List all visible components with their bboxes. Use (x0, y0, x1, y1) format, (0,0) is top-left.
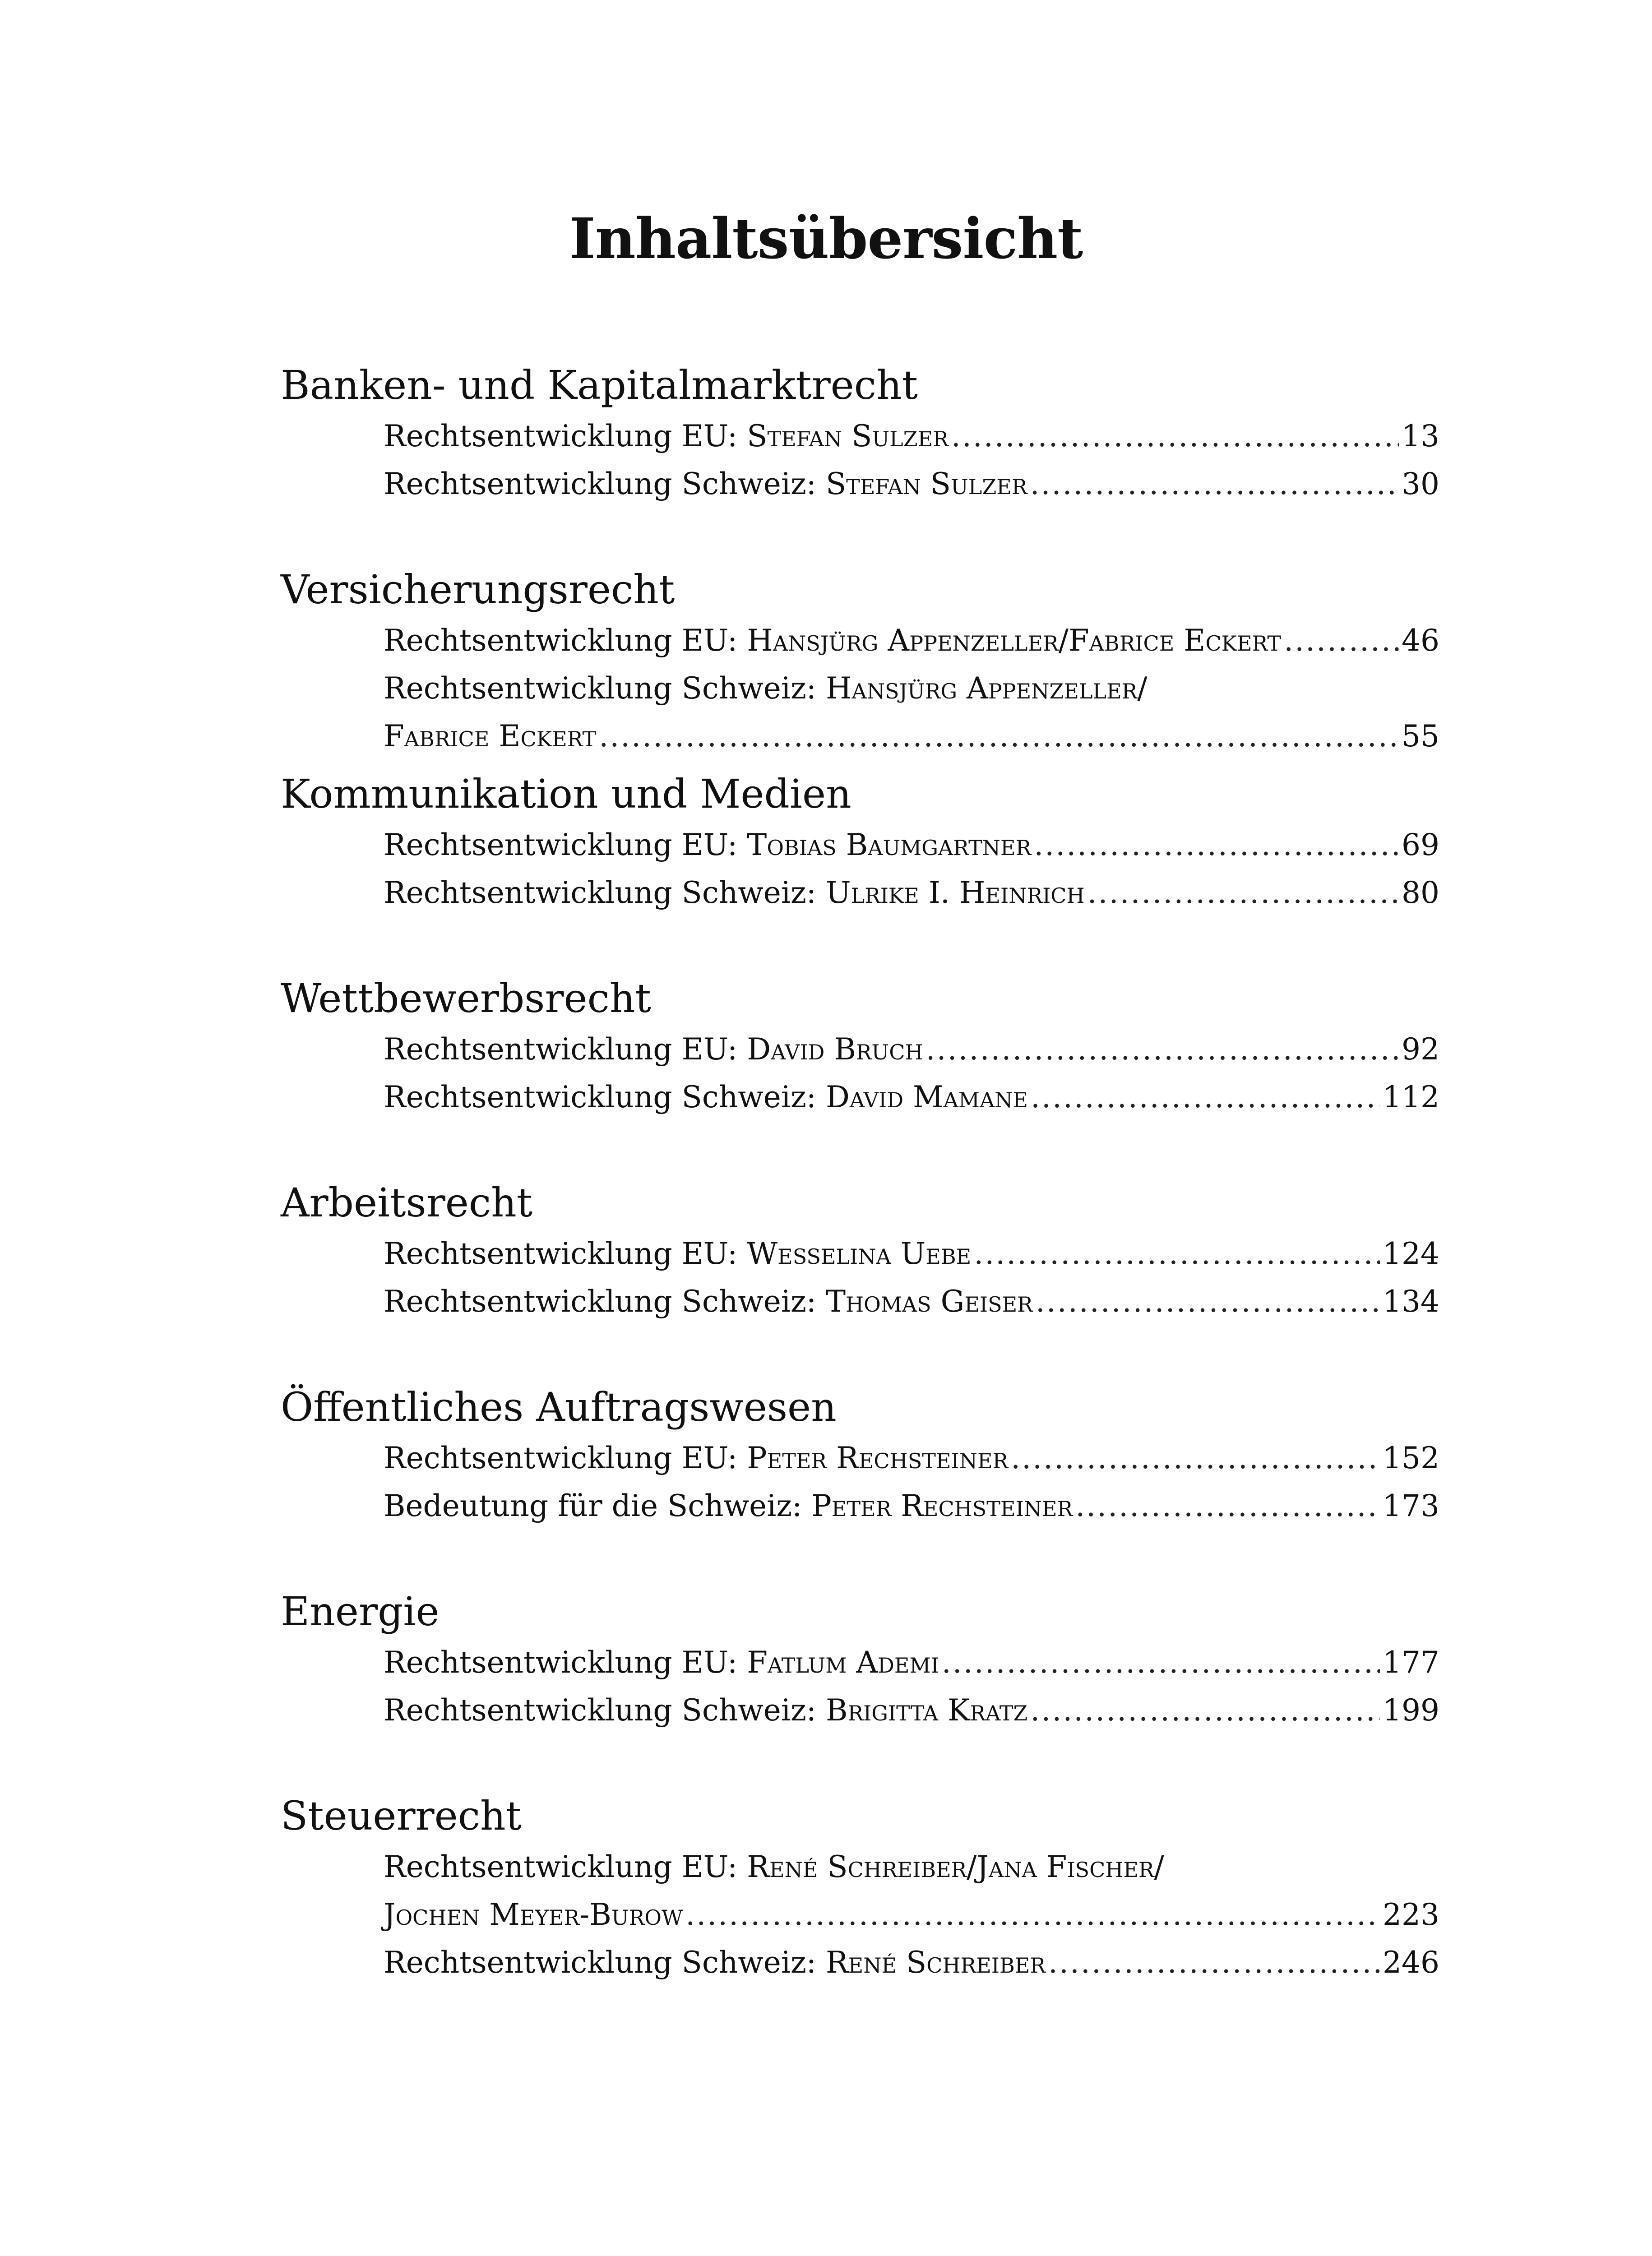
dot-leader (974, 1230, 1380, 1278)
toc-section (281, 975, 1439, 1183)
entry-page-number: 173 (1383, 1489, 1439, 1523)
entry-author: David Mamane (825, 1080, 1028, 1114)
dot-leader (1087, 869, 1399, 917)
entry-page-number: 13 (1402, 419, 1439, 453)
toc-entry[interactable] (384, 1639, 1439, 1687)
entry-label: Rechtsentwicklung EU: (384, 1849, 738, 1884)
toc-section (281, 1384, 1439, 1592)
dot-leader (926, 1026, 1399, 1073)
toc-entry[interactable] (384, 1482, 1439, 1530)
section-heading: Wettbewerbsrecht (281, 975, 651, 1022)
entry-label: Rechtsentwicklung EU: (384, 1441, 738, 1475)
entry-label: Rechtsentwicklung Schweiz: (384, 875, 816, 910)
toc-entry[interactable] (384, 665, 1439, 712)
toc-entry[interactable] (384, 1434, 1439, 1482)
dot-leader (951, 412, 1399, 460)
toc-section (281, 566, 1439, 774)
dot-leader (1034, 821, 1399, 869)
entry-page-number: 30 (1402, 467, 1439, 501)
dot-leader (1284, 617, 1399, 665)
entry-label: Rechtsentwicklung EU: (384, 1645, 738, 1680)
entry-author: Hansjürg Appenzeller/Fabrice Eckert (747, 623, 1282, 658)
entry-page-number: 124 (1383, 1236, 1439, 1271)
entry-page-number: 246 (1383, 1945, 1439, 1980)
toc-section (281, 1588, 1439, 1796)
entry-author: Tobias Baumgartner (747, 828, 1032, 862)
entry-author-continued: Jochen Meyer-Burow (384, 1897, 683, 1932)
toc-entry[interactable] (384, 1939, 1439, 1987)
entry-label: Rechtsentwicklung EU: (384, 828, 738, 862)
entry-page-number: 92 (1402, 1032, 1439, 1067)
dot-leader (1030, 460, 1399, 508)
entry-author: Wesselina Uebe (747, 1236, 972, 1271)
entry-author: Stefan Sulzer (825, 467, 1027, 501)
entry-label: Rechtsentwicklung EU: (384, 1236, 738, 1271)
toc-entry[interactable] (384, 1230, 1439, 1278)
section-heading: Arbeitsrecht (281, 1179, 533, 1226)
entry-author: Hansjürg Appenzeller/ (825, 671, 1148, 706)
toc-entry[interactable] (384, 869, 1439, 917)
toc-entry[interactable] (384, 1278, 1439, 1326)
toc-entry-continuation[interactable] (384, 1891, 1439, 1939)
entry-author: Thomas Geiser (825, 1284, 1033, 1319)
entry-page-number: 223 (1383, 1897, 1439, 1932)
toc-entry[interactable] (384, 821, 1439, 869)
entry-author: Fatlum Ademi (747, 1645, 939, 1680)
entry-page-number: 69 (1402, 828, 1439, 862)
page-title: Inhaltsübersicht (569, 206, 1083, 272)
toc-entry[interactable] (384, 1687, 1439, 1734)
entry-author: David Bruch (747, 1032, 923, 1067)
toc-entry[interactable] (384, 1026, 1439, 1073)
section-heading: Energie (281, 1588, 440, 1635)
entry-author: Peter Rechsteiner (811, 1489, 1073, 1523)
entry-page-number: 112 (1383, 1080, 1439, 1114)
entry-page-number: 134 (1383, 1284, 1439, 1319)
dot-leader (942, 1639, 1380, 1687)
section-heading: Öffentliches Auftragswesen (281, 1384, 837, 1430)
toc-entry[interactable] (384, 617, 1439, 665)
entry-label: Rechtsentwicklung Schweiz: (384, 1284, 816, 1319)
section-heading: Banken- und Kapitalmarktrecht (281, 362, 918, 408)
entry-page-number: 46 (1402, 623, 1439, 658)
entry-page-number: 55 (1402, 719, 1439, 754)
table-of-contents (281, 362, 1439, 2001)
entry-page-number: 177 (1383, 1645, 1439, 1680)
dot-leader (1075, 1482, 1380, 1530)
dot-leader (1031, 1073, 1380, 1121)
toc-section (281, 362, 1439, 570)
dot-leader (1011, 1434, 1380, 1482)
toc-section (281, 1179, 1439, 1387)
toc-entry-continuation[interactable] (384, 712, 1439, 760)
dot-leader (599, 712, 1399, 760)
section-heading: Versicherungsrecht (281, 566, 675, 613)
toc-entry[interactable] (384, 460, 1439, 508)
entry-label: Rechtsentwicklung EU: (384, 419, 738, 453)
section-heading: Steuerrecht (281, 1793, 522, 1839)
entry-label: Rechtsentwicklung Schweiz: (384, 1080, 816, 1114)
section-heading: Kommunikation und Medien (281, 771, 851, 817)
toc-entry[interactable] (384, 412, 1439, 460)
entry-label: Rechtsentwicklung Schweiz: (384, 467, 816, 501)
dot-leader (1036, 1278, 1380, 1326)
entry-author: René Schreiber (825, 1945, 1046, 1980)
entry-author: René Schreiber/Jana Fischer/ (747, 1849, 1164, 1884)
entry-label: Rechtsentwicklung EU: (384, 1032, 738, 1067)
entry-author: Peter Rechsteiner (747, 1441, 1009, 1475)
entry-author: Brigitta Kratz (825, 1693, 1028, 1728)
entry-label: Bedeutung für die Schweiz: (384, 1489, 802, 1523)
toc-entry[interactable] (384, 1843, 1439, 1891)
entry-label: Rechtsentwicklung Schweiz: (384, 1693, 816, 1728)
entry-page-number: 199 (1383, 1693, 1439, 1728)
entry-label: Rechtsentwicklung EU: (384, 623, 738, 658)
entry-label: Rechtsentwicklung Schweiz: (384, 1945, 816, 1980)
entry-author-continued: Fabrice Eckert (384, 719, 597, 754)
entry-label: Rechtsentwicklung Schweiz: (384, 671, 816, 706)
entry-author: Stefan Sulzer (747, 419, 949, 453)
entry-author: Ulrike I. Heinrich (825, 875, 1085, 910)
dot-leader (1048, 1939, 1380, 1987)
dot-leader (685, 1891, 1380, 1939)
toc-entry[interactable] (384, 1073, 1439, 1121)
toc-section (281, 771, 1439, 979)
dot-leader (1030, 1687, 1380, 1734)
toc-section (281, 1793, 1439, 2001)
entry-page-number: 152 (1383, 1441, 1439, 1475)
entry-page-number: 80 (1402, 875, 1439, 910)
